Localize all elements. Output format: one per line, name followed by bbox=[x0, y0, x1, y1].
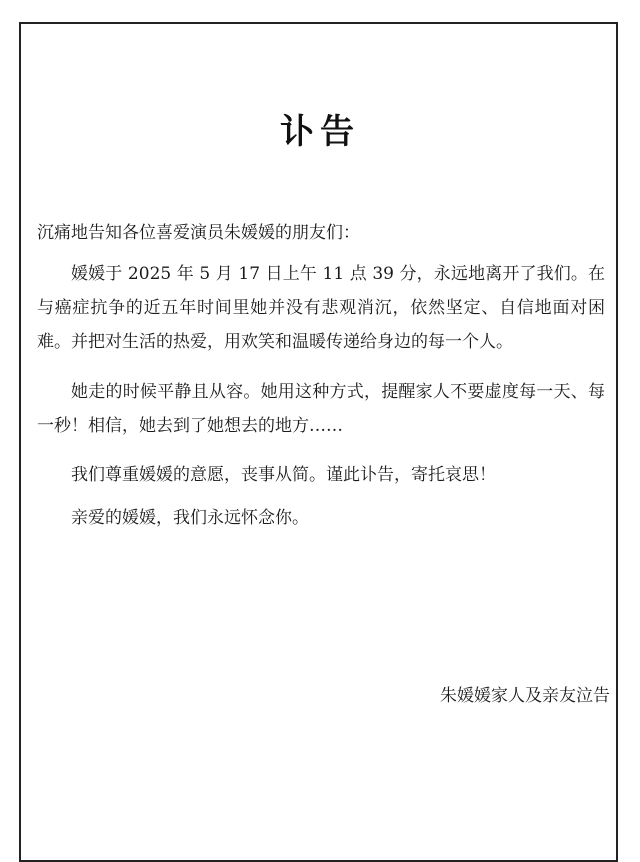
paragraph-funeral-wishes: 我们尊重媛媛的意愿，丧事从简。谨此讣告，寄托哀思！ bbox=[71, 465, 496, 485]
paragraph-passing: 媛媛于 2025 年 5 月 17 日上午 11 点 39 分，永远地离开了我们。在与癌症抗争的近五年时间里她并没有悲观消沉，依然坚定、自信地面对困难。并把对生活的热爱，用欢笑和温暖传递给身边的每一个人。 bbox=[37, 264, 605, 352]
salutation: 沉痛地告知各位喜爱演员朱媛媛的朋友们： bbox=[37, 223, 360, 243]
paragraph-peaceful: 她走的时候平静且从容。她用这种方式，提醒家人不要虚度每一天、每一秒！相信，她去到了她想去的地方…… bbox=[37, 382, 605, 436]
document-title: 讣告 bbox=[280, 112, 360, 152]
signature: 朱媛媛家人及亲友泣告 bbox=[440, 686, 610, 706]
paragraph-remembrance: 亲爱的媛媛，我们永远怀念你。 bbox=[71, 508, 309, 528]
